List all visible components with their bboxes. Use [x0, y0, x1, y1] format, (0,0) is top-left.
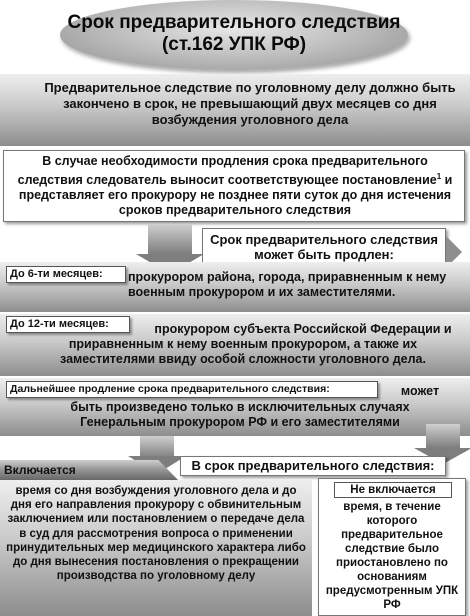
up-to-6-label: До 6-ти месяцев:: [6, 266, 126, 283]
excluded-label: Не включается: [334, 482, 452, 498]
included-label: Включается: [4, 463, 76, 477]
further-label: Дальнейшее продление срока предварительного следствия:: [6, 381, 378, 398]
extension-footnote: 1: [436, 172, 442, 181]
extension-request-text: [10, 154, 460, 218]
arrow-down-3: [426, 424, 460, 448]
up-to-12-label: До 12-ти месяцев:: [6, 316, 130, 333]
up-to-6-text-span: прокурором района, города, приравненным к нему военным прокурором и их заместителями.: [128, 270, 447, 299]
included-text: время со дня возбуждения уголовного дела и до дня его направления прокурору с обвинительным заключением или постановлением о передаче дела в суд для рассмотрения вопроса о применении принудительных мер медицинского характера либо до дня вынесения постановления о прекращении производства по уголовному делу: [6, 485, 306, 583]
may-be-extended-text: Срок предварительного следствия может быть продлен:: [210, 232, 438, 262]
further-label-tail: может: [400, 384, 440, 398]
included-header-text: В срок предварительного следствия:: [191, 458, 435, 473]
intro-text: Предварительное следствие по уголовному делу должно быть закончено в срок, не превышающий двух месяцев со дня возбуждения уголовного дела: [44, 80, 456, 127]
extension-request-before: В случае необходимости продления срока предварительного следствия следователь выносит соответствующее постановление: [17, 154, 437, 188]
arrow-down-2: [140, 436, 174, 458]
up-to-12-text: прокурором субъекта Российской Федерации и приравненным к нему военным прокурором, а также их заместителями ввиду особой сложности уголовного дела.: [60, 322, 452, 366]
arrow-down-1: [148, 224, 192, 254]
extension-request-after: и представляет его прокурору не позднее пяти суток до дня истечения сроков предварительного следствия: [18, 173, 453, 218]
page-title: Срок предварительного следствия (ст.162 УПК РФ): [67, 12, 401, 55]
excluded-text: время, в течение которого предварительное следствие было приостановлено по основаниям предусмотренным УПК РФ: [325, 501, 459, 611]
further-text: быть произведено только в исключительных случаях Генеральным прокурором РФ и его заместителями: [70, 400, 410, 429]
up-to-6-text: [80, 270, 460, 310]
